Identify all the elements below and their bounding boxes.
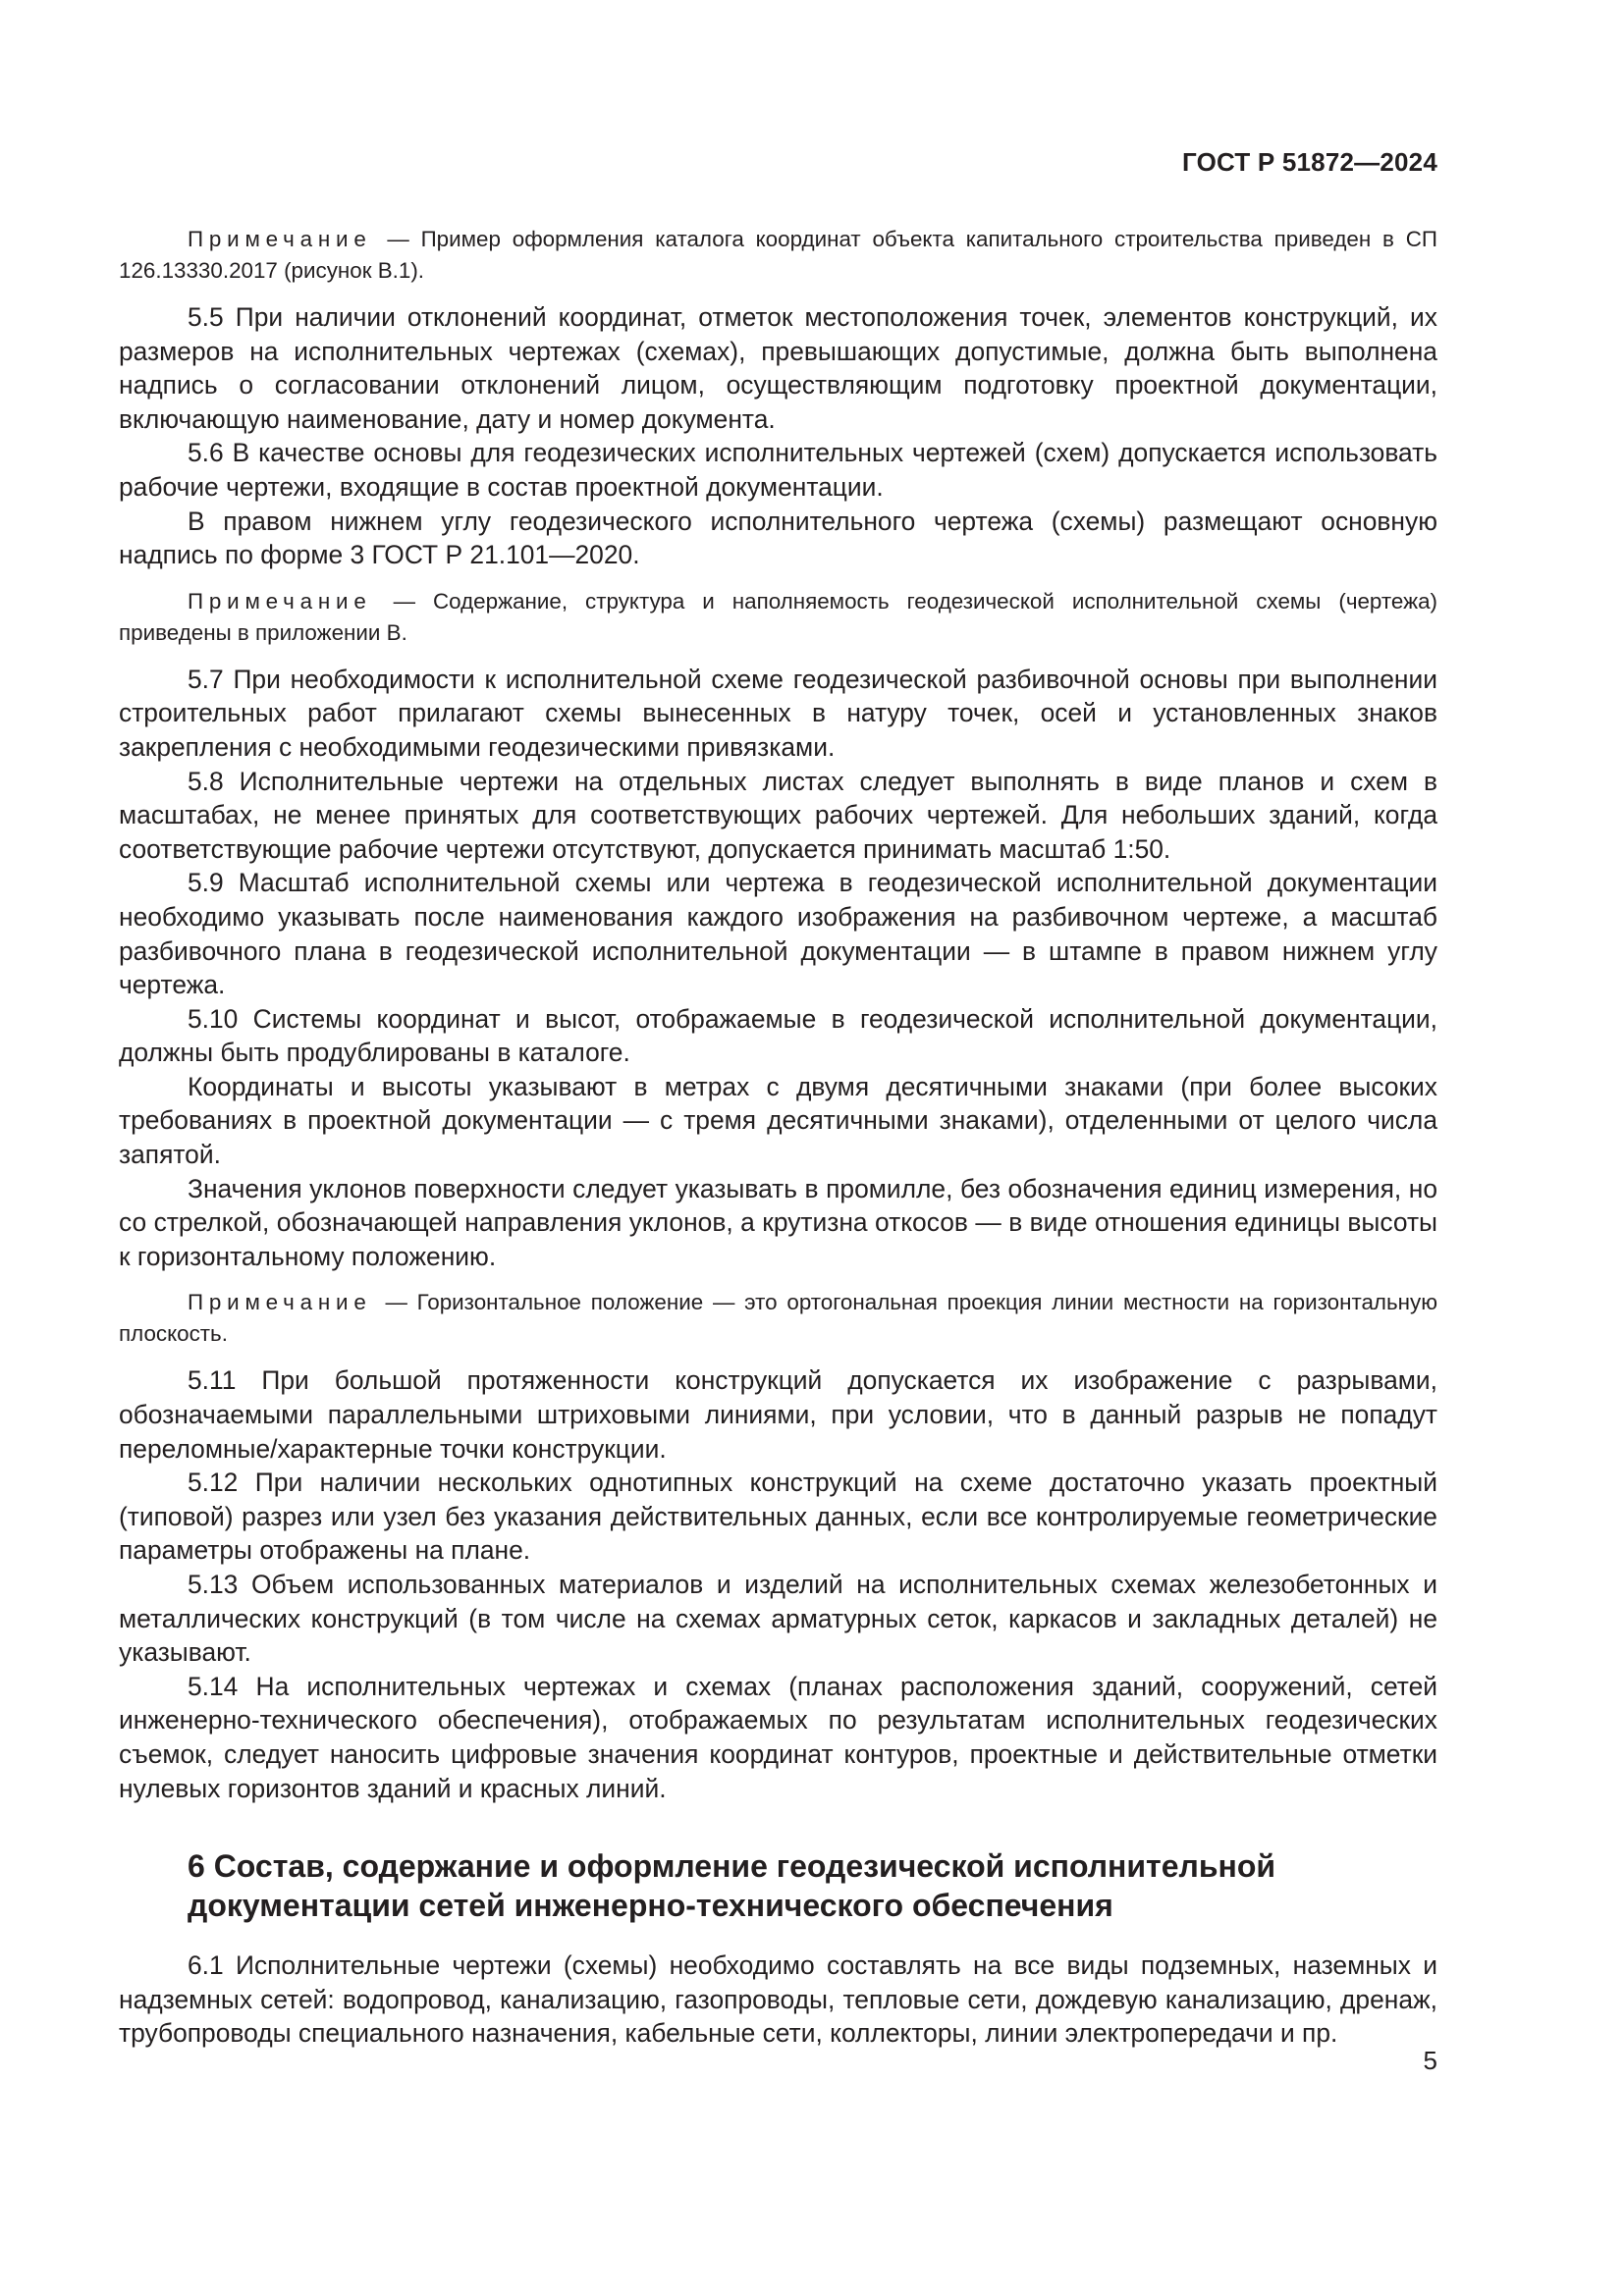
paragraph-5-11: 5.11 При большой протяженности конструкций допускается их изображение с разрывами, обозначаемыми параллельными штриховыми линиями, при условии, что в данный разрыв не попадут переломные/характерные точки конструкции. (119, 1365, 1437, 1464)
paragraph-5-5: 5.5 При наличии отклонений координат, отметок местоположения точек, элементов конструкций, их размеров на исполнительных чертежах (схемах), превышающих допустимые, должна быть выполнена надпись о согласовании отклонений лицом, осуществляющим подготовку проектной документации, включающую наименование, дату и номер документа. (119, 302, 1437, 434)
note-text: — Горизонтальное положение — это ортогональная проекция линии местности на горизонтальную плоскость. (119, 1290, 1437, 1347)
note-paragraph (119, 224, 1437, 287)
note-label: Примечание (188, 1290, 372, 1315)
paragraph-5-10: 5.10 Системы координат и высот, отображаемые в геодезической исполнительной документации, должны быть продублированы в каталоге. (119, 1003, 1437, 1068)
note-text: — Содержание, структура и наполняемость геодезической исполнительной схемы (чертежа) приведены в приложении В. (119, 588, 1437, 645)
note-paragraph (119, 1287, 1437, 1350)
paragraph-5-9: 5.9 Масштаб исполнительной схемы или чертежа в геодезической исполнительной документации необходимо указывать после наименования каждого изображения на разбивочном чертеже, а масштаб разбивочного плана в геодезической исполнительной документации — в штампе в правом нижнем углу чертежа. (119, 868, 1437, 1000)
paragraph-5-6: 5.6 В качестве основы для геодезических исполнительных чертежей (схем) допускается использовать рабочие чертежи, входящие в состав проектной документации. (119, 438, 1437, 502)
paragraph-5-6-cont: В правом нижнем углу геодезического исполнительного чертежа (схемы) размещают основную надпись по форме 3 ГОСТ Р 21.101—2020. (119, 506, 1437, 570)
paragraph-5-12: 5.12 При наличии нескольких однотипных конструкций на схеме достаточно указать проектный (типовой) разрез или узел без указания действительных данных, если все контролируемые геометрические параметры отображены на плане. (119, 1468, 1437, 1566)
paragraph-5-7: 5.7 При необходимости к исполнительной схеме геодезической разбивочной основы при выполнении строительных работ прилагают схемы вынесенных в натуру точек, осей и установленных знаков закрепления с необходимыми геодезическими привязками. (119, 664, 1437, 762)
document-body (119, 224, 1437, 2051)
note-label: Примечание (188, 227, 372, 251)
paragraph-slopes: Значения уклонов поверхности следует указывать в промилле, без обозначения единиц измерения, но со стрелкой, обозначающей направления уклонов, а крутизна откосов — в виде отношения единицы высоты к горизонтальному положению. (119, 1173, 1437, 1271)
note-label: Примечание (188, 588, 372, 614)
paragraph-5-13: 5.13 Объем использованных материалов и изделий на исполнительных схемах железобетонных и металлических конструкций (в том числе на схемах арматурных сеток, каркасов и закладных деталей) не указывают. (119, 1570, 1437, 1668)
paragraph-6-1: 6.1 Исполнительные чертежи (схемы) необходимо составлять на все виды подземных, наземных и надземных сетей: водопровод, канализацию, газопроводы, тепловые сети, дождевую канализацию, дренаж, трубопроводы специального назначения, кабельные сети, коллекторы, линии электропередачи и пр. (119, 1950, 1437, 2049)
page-number: 5 (1423, 2046, 1437, 2075)
paragraph-5-8: 5.8 Исполнительные чертежи на отдельных листах следует выполнять в виде планов и схем в масштабах, не менее принятых для соответствующих рабочих чертежей. Для небольших зданий, когда соответствующие рабочие чертежи отсутствуют, допускается принимать масштаб 1:50. (119, 766, 1437, 864)
note-text: — Пример оформления каталога координат объекта капитального строительства приведен в СП 126.13330.2017 (рисунок В.1). (119, 227, 1437, 283)
note-paragraph (119, 586, 1437, 649)
document-code-header: ГОСТ Р 51872—2024 (1182, 147, 1437, 177)
section-heading-6: 6 Состав, содержание и оформление геодезической исполнительной документации сетей инженерно-технического обеспечения (188, 1848, 1276, 1924)
paragraph-coordinates: Координаты и высоты указывают в метрах с двумя десятичными знаками (при более высоких требованиях в проектной документации — с тремя десятичными знаками), отделенными от целого числа запятой. (119, 1071, 1437, 1170)
paragraph-5-14: 5.14 На исполнительных чертежах и схемах (планах расположения зданий, сооружений, сетей инженерно-технического обеспечения), отображаемых по результатам исполнительных геодезических съемок, следует наносить цифровые значения координат контуров, проектные и действительные отметки нулевых горизонтов зданий и красных линий. (119, 1671, 1437, 1803)
